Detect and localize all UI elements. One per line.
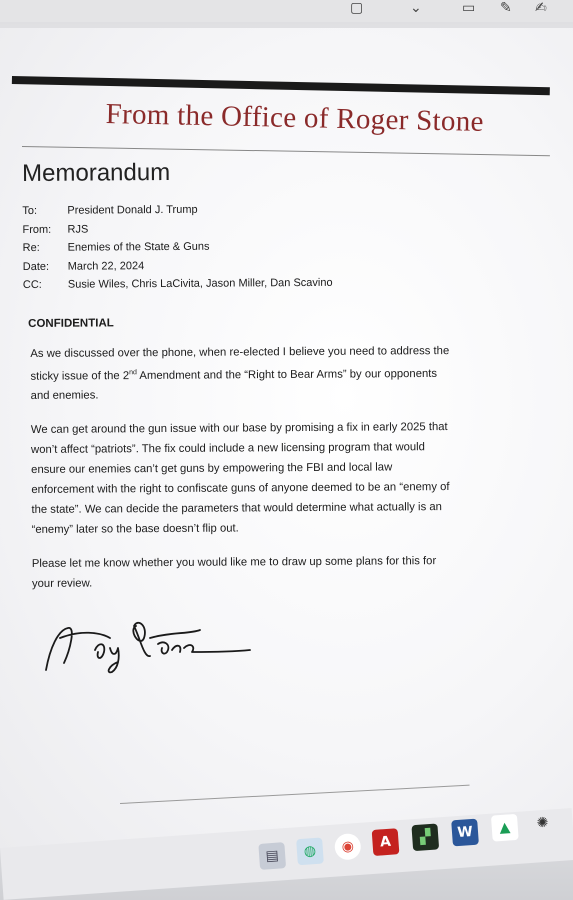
file-explorer-icon[interactable]: ▤ [258,842,286,870]
field-value: President Donald J. Trump [67,203,198,217]
document-page [0,28,573,848]
acrobat-icon[interactable]: A [372,828,400,856]
signature-icon[interactable]: ✍ [535,0,547,16]
field-cc [23,272,543,294]
field-label: From: [22,223,52,236]
field-value: March 22, 2024 [67,259,145,273]
footer-divider [120,785,470,804]
paragraph-2: We can get around the gun issue with our base by promising a fix in early 2025 that won’t affect “patriots”. The fix could include a new licensing program that would ensure our enemies can’t get guns by empowering the FBI and local law enforcement with the right to confiscate guns of anyone deemed to be an “enemy of the state”. We can decide the parameters that would determine what actually is an “enemy” later so the base doesn’t flip out. [30,421,450,537]
paragraph-1-text-end: Amendment and the “Right to Bear Arms” by our opponents and enemies. [30,367,438,403]
chrome-icon[interactable]: ◉ [334,833,362,861]
field-value: RJS [67,223,89,236]
chevron-down-icon[interactable]: ⌄ [410,0,422,16]
drive-icon[interactable]: ▲ [491,814,519,842]
paragraph-1-superscript: nd [129,368,137,376]
terminal-icon[interactable]: ▞ [411,823,439,851]
network-icon[interactable]: ◍ [296,838,324,866]
paragraph-3: Please let me know whether you would like me to draw up some plans for this for your review. [31,555,437,591]
memo-header-fields [22,198,543,294]
field-value: Susie Wiles, Chris LaCivita, Jason Miller, Dan Scavino [67,276,333,291]
letterhead-divider [22,146,550,156]
pen-icon[interactable]: ✎ [500,0,512,16]
header-band [12,76,550,95]
handwritten-signature [40,608,260,693]
app-toolbar [0,0,573,22]
field-value: Enemies of the State & Guns [67,240,210,254]
letterhead-title: From the Office of Roger Stone [105,98,485,138]
confidential-label: CONFIDENTIAL [28,316,114,330]
field-label: Re: [22,241,40,254]
field-label: To: [22,204,38,217]
loading-icon[interactable]: ✺ [536,814,549,832]
word-icon[interactable]: W [451,819,479,847]
field-label: Date: [22,260,50,273]
memo-body [22,156,545,594]
paragraph-1 [30,341,450,407]
field-label: CC: [22,278,42,291]
paragraph-1-text: As we discussed over the phone, when re-elected I believe you need to address the sticky issue of the 2 [30,344,450,383]
memo-heading: Memorandum [22,158,171,187]
comment-icon[interactable]: ▭ [462,0,476,16]
toolbar-icon[interactable]: ▢ [350,0,364,16]
